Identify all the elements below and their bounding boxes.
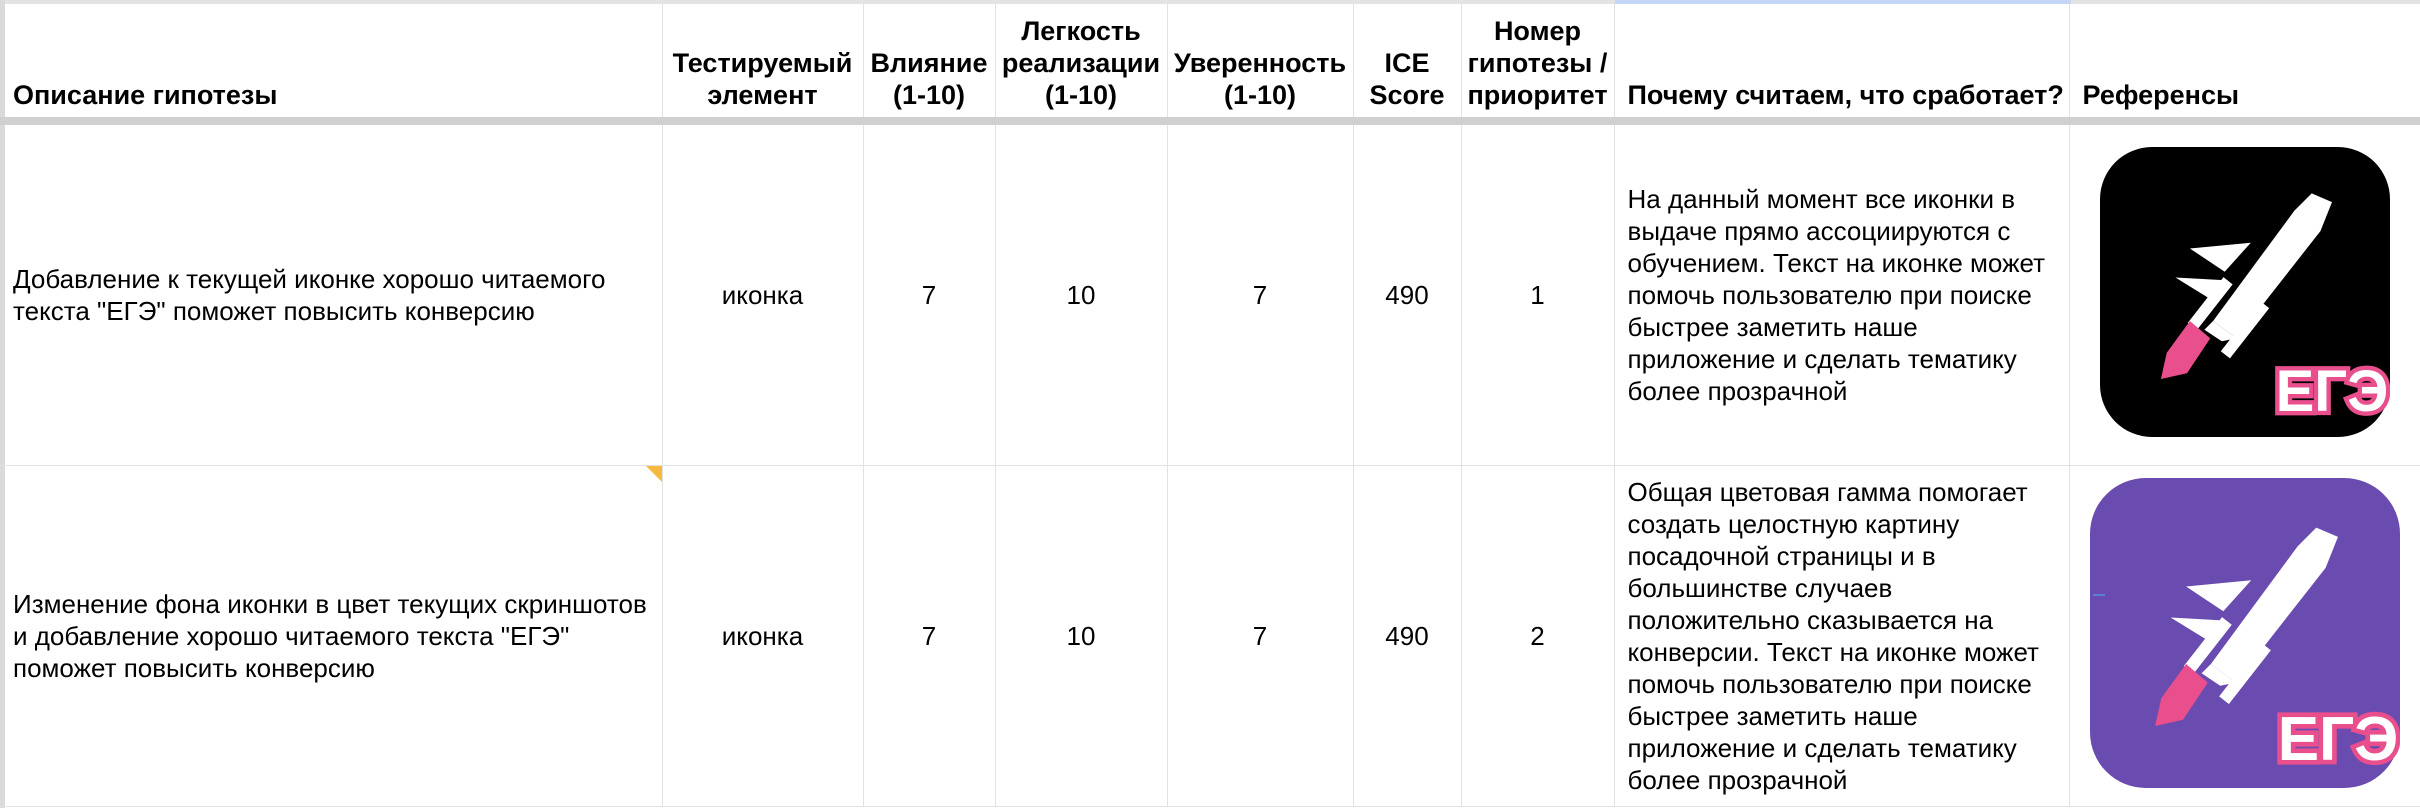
cell-ice-score[interactable]: 490 <box>1353 466 1461 807</box>
cell-ice-score[interactable]: 490 <box>1353 121 1461 466</box>
cell-element[interactable]: иконка <box>662 121 863 466</box>
table-row <box>0 466 2420 807</box>
rocket-ege-icon-purple <box>2090 478 2400 788</box>
header-impact[interactable]: Влияние (1-10) <box>863 4 995 121</box>
cell-reference-image[interactable] <box>2069 466 2420 807</box>
cell-ease[interactable]: 10 <box>995 121 1167 466</box>
cell-reference-image[interactable] <box>2069 121 2420 466</box>
cell-description[interactable]: Добавление к текущей иконке хорошо читаемого текста "ЕГЭ" поможет повысить конверсию <box>0 121 662 466</box>
cell-why[interactable]: На данный момент все иконки в выдаче прямо ассоциируются с обучением. Текст на иконке может помочь пользователю при поиске быстрее заметить наше приложение и сделать тематику более прозрачной <box>1614 121 2069 466</box>
cell-element[interactable]: иконка <box>662 466 863 807</box>
header-confidence[interactable]: Уверенность (1-10) <box>1167 4 1353 121</box>
cell-number[interactable]: 1 <box>1461 121 1614 466</box>
header-references[interactable]: Референсы <box>2069 4 2420 121</box>
cell-confidence[interactable]: 7 <box>1167 121 1353 466</box>
header-number-priority[interactable]: Номер гипотезы / приоритет <box>1461 4 1614 121</box>
cell-ease[interactable]: 10 <box>995 466 1167 807</box>
ege-label: ЕГЭ <box>2277 704 2398 774</box>
header-why[interactable]: Почему считаем, что сработает? <box>1614 4 2069 121</box>
header-ease[interactable]: Легкость реализации (1-10) <box>995 4 1167 121</box>
header-ice-score[interactable]: ICE Score <box>1353 4 1461 121</box>
cell-number[interactable]: 2 <box>1461 466 1614 807</box>
cell-selection-marker <box>2093 594 2105 596</box>
comment-indicator[interactable] <box>646 466 662 482</box>
spreadsheet-grid <box>0 4 2420 807</box>
rocket-ege-icon-black <box>2100 147 2390 437</box>
cell-confidence[interactable]: 7 <box>1167 466 1353 807</box>
table-row <box>0 121 2420 466</box>
cell-why[interactable]: Общая цветовая гамма помогает создать целостную картину посадочной страницы и в большинстве случаев положительно сказывается на конверсии. Текст на иконке может помочь пользователю при поиске быстрее заметить наше приложение и сделать тематику более прозрачной <box>1614 466 2069 807</box>
ege-label: ЕГЭ <box>2275 358 2388 424</box>
header-row <box>0 4 2420 121</box>
cell-description-text: Изменение фона иконки в цвет текущих скриншотов и добавление хорошо читаемого текста "ЕГЭ" поможет повысить конверсию <box>13 589 647 683</box>
header-element[interactable]: Тестируемый элемент <box>662 4 863 121</box>
header-description[interactable]: Описание гипотезы <box>0 4 662 121</box>
cell-description[interactable] <box>0 466 662 807</box>
cell-impact[interactable]: 7 <box>863 466 995 807</box>
cell-impact[interactable]: 7 <box>863 121 995 466</box>
